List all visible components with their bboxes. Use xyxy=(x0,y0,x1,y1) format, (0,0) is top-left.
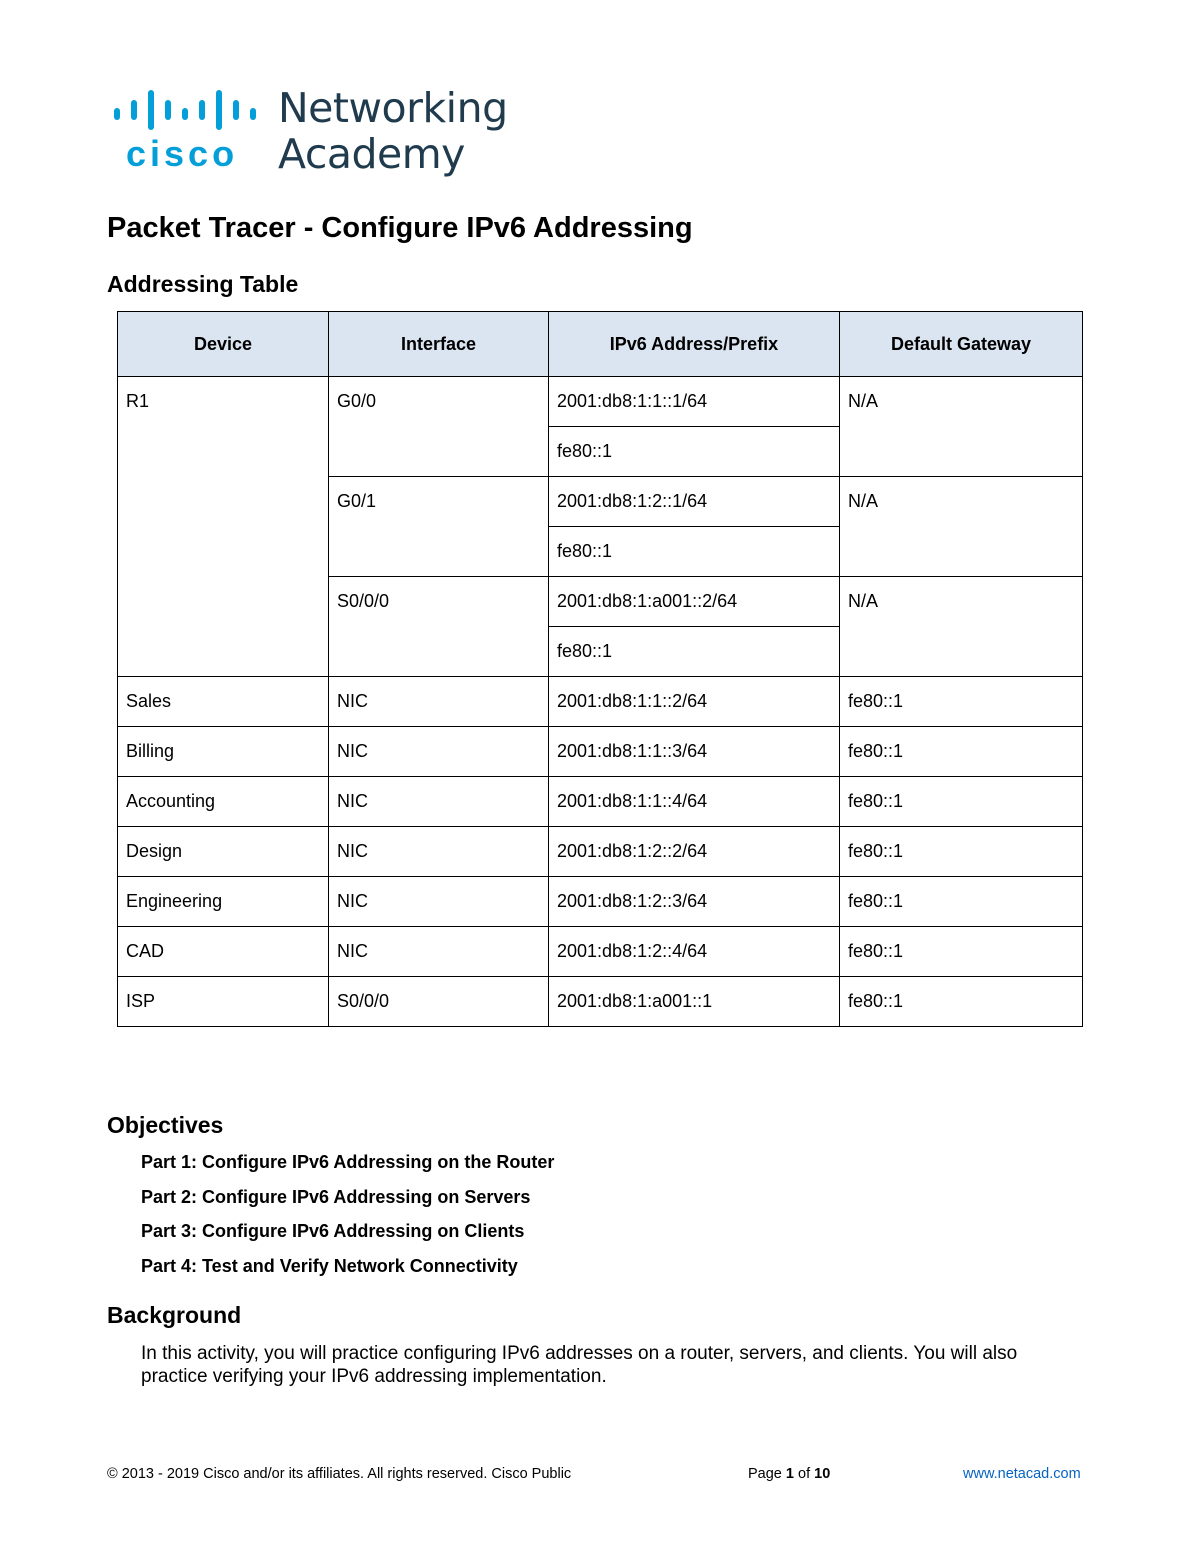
cell-gateway: fe80::1 xyxy=(840,677,1083,727)
cell-address: 2001:db8:1:a001::2/64 xyxy=(549,577,840,627)
list-item: Part 3: Configure IPv6 Addressing on Clients xyxy=(141,1221,525,1241)
table-row xyxy=(118,827,1083,877)
cell-address: 2001:db8:1:1::2/64 xyxy=(549,677,840,727)
table-row xyxy=(118,877,1083,927)
cell-gateway: N/A xyxy=(840,577,1083,677)
table-row xyxy=(118,777,1083,827)
cell-interface: NIC xyxy=(329,827,549,877)
cell-address: 2001:db8:1:a001::1 xyxy=(549,977,840,1027)
page-of: of xyxy=(798,1466,811,1482)
cell-device: Sales xyxy=(118,677,329,727)
cell-address: fe80::1 xyxy=(549,627,840,677)
list-item: Part 4: Test and Verify Network Connectivity xyxy=(141,1255,518,1276)
cisco-logo-bars-icon xyxy=(114,88,264,130)
table-row xyxy=(118,727,1083,777)
table-header-row xyxy=(118,312,1083,377)
cell-gateway: fe80::1 xyxy=(840,877,1083,927)
footer-page-number xyxy=(748,1466,830,1482)
cell-address: fe80::1 xyxy=(549,427,840,477)
cell-address: 2001:db8:1:2::3/64 xyxy=(549,877,840,927)
addressing-table xyxy=(117,311,1083,1027)
cell-gateway: N/A xyxy=(840,477,1083,577)
page-label: Page xyxy=(748,1466,782,1482)
cell-address: 2001:db8:1:2::2/64 xyxy=(549,827,840,877)
table-row xyxy=(118,977,1083,1027)
table-row xyxy=(118,377,1083,427)
addressing-heading: Addressing Table xyxy=(107,271,299,297)
cell-gateway: fe80::1 xyxy=(840,777,1083,827)
cisco-logo-text: cisco xyxy=(126,133,239,174)
cell-address: 2001:db8:1:2::4/64 xyxy=(549,927,840,977)
page-title: Packet Tracer - Configure IPv6 Addressing xyxy=(107,212,693,244)
cell-device: Design xyxy=(118,827,329,877)
cell-device: R1 xyxy=(118,377,329,677)
cell-address: 2001:db8:1:1::4/64 xyxy=(549,777,840,827)
cell-device: Accounting xyxy=(118,777,329,827)
cell-device: Engineering xyxy=(118,877,329,927)
brand-academy: Academy xyxy=(278,130,465,178)
col-default-gateway: Default Gateway xyxy=(840,312,1083,377)
cell-interface: G0/1 xyxy=(329,477,549,577)
cell-device: ISP xyxy=(118,977,329,1027)
cell-address: 2001:db8:1:1::3/64 xyxy=(549,727,840,777)
cell-interface: NIC xyxy=(329,877,549,927)
col-interface: Interface xyxy=(329,312,549,377)
cell-gateway: fe80::1 xyxy=(840,977,1083,1027)
col-ipv6-address: IPv6 Address/Prefix xyxy=(549,312,840,377)
table-row xyxy=(118,677,1083,727)
objectives-heading: Objectives xyxy=(107,1112,224,1138)
footer-copyright: © 2013 - 2019 Cisco and/or its affiliates. All rights reserved. Cisco Public xyxy=(107,1466,572,1482)
page-total: 10 xyxy=(814,1466,831,1482)
objectives-list xyxy=(141,1150,554,1288)
list-item: Part 2: Configure IPv6 Addressing on Servers xyxy=(141,1186,531,1207)
cell-address: 2001:db8:1:1::1/64 xyxy=(549,377,840,427)
cell-interface: S0/0/0 xyxy=(329,577,549,677)
cell-interface: S0/0/0 xyxy=(329,977,549,1027)
cell-device: Billing xyxy=(118,727,329,777)
footer-link[interactable]: www.netacad.com xyxy=(963,1466,1081,1482)
cell-address: fe80::1 xyxy=(549,527,840,577)
cell-interface: NIC xyxy=(329,677,549,727)
cell-gateway: N/A xyxy=(840,377,1083,477)
cell-interface: NIC xyxy=(329,727,549,777)
cell-interface: G0/0 xyxy=(329,377,549,477)
cell-interface: NIC xyxy=(329,927,549,977)
cell-interface: NIC xyxy=(329,777,549,827)
brand-networking: Networking xyxy=(278,84,508,132)
cell-gateway: fe80::1 xyxy=(840,727,1083,777)
cell-gateway: fe80::1 xyxy=(840,827,1083,877)
background-text: In this activity, you will practice configuring IPv6 addresses on a router, servers, and clients. You will also practice verifying your IPv6 addressing implementation. xyxy=(141,1343,1018,1387)
cell-address: 2001:db8:1:2::1/64 xyxy=(549,477,840,527)
list-item: Part 1: Configure IPv6 Addressing on the Router xyxy=(141,1152,555,1172)
cell-device: CAD xyxy=(118,927,329,977)
cell-gateway: fe80::1 xyxy=(840,927,1083,977)
page-current: 1 xyxy=(785,1466,794,1482)
table-row xyxy=(118,927,1083,977)
col-device: Device xyxy=(118,312,329,377)
background-heading: Background xyxy=(107,1302,242,1328)
